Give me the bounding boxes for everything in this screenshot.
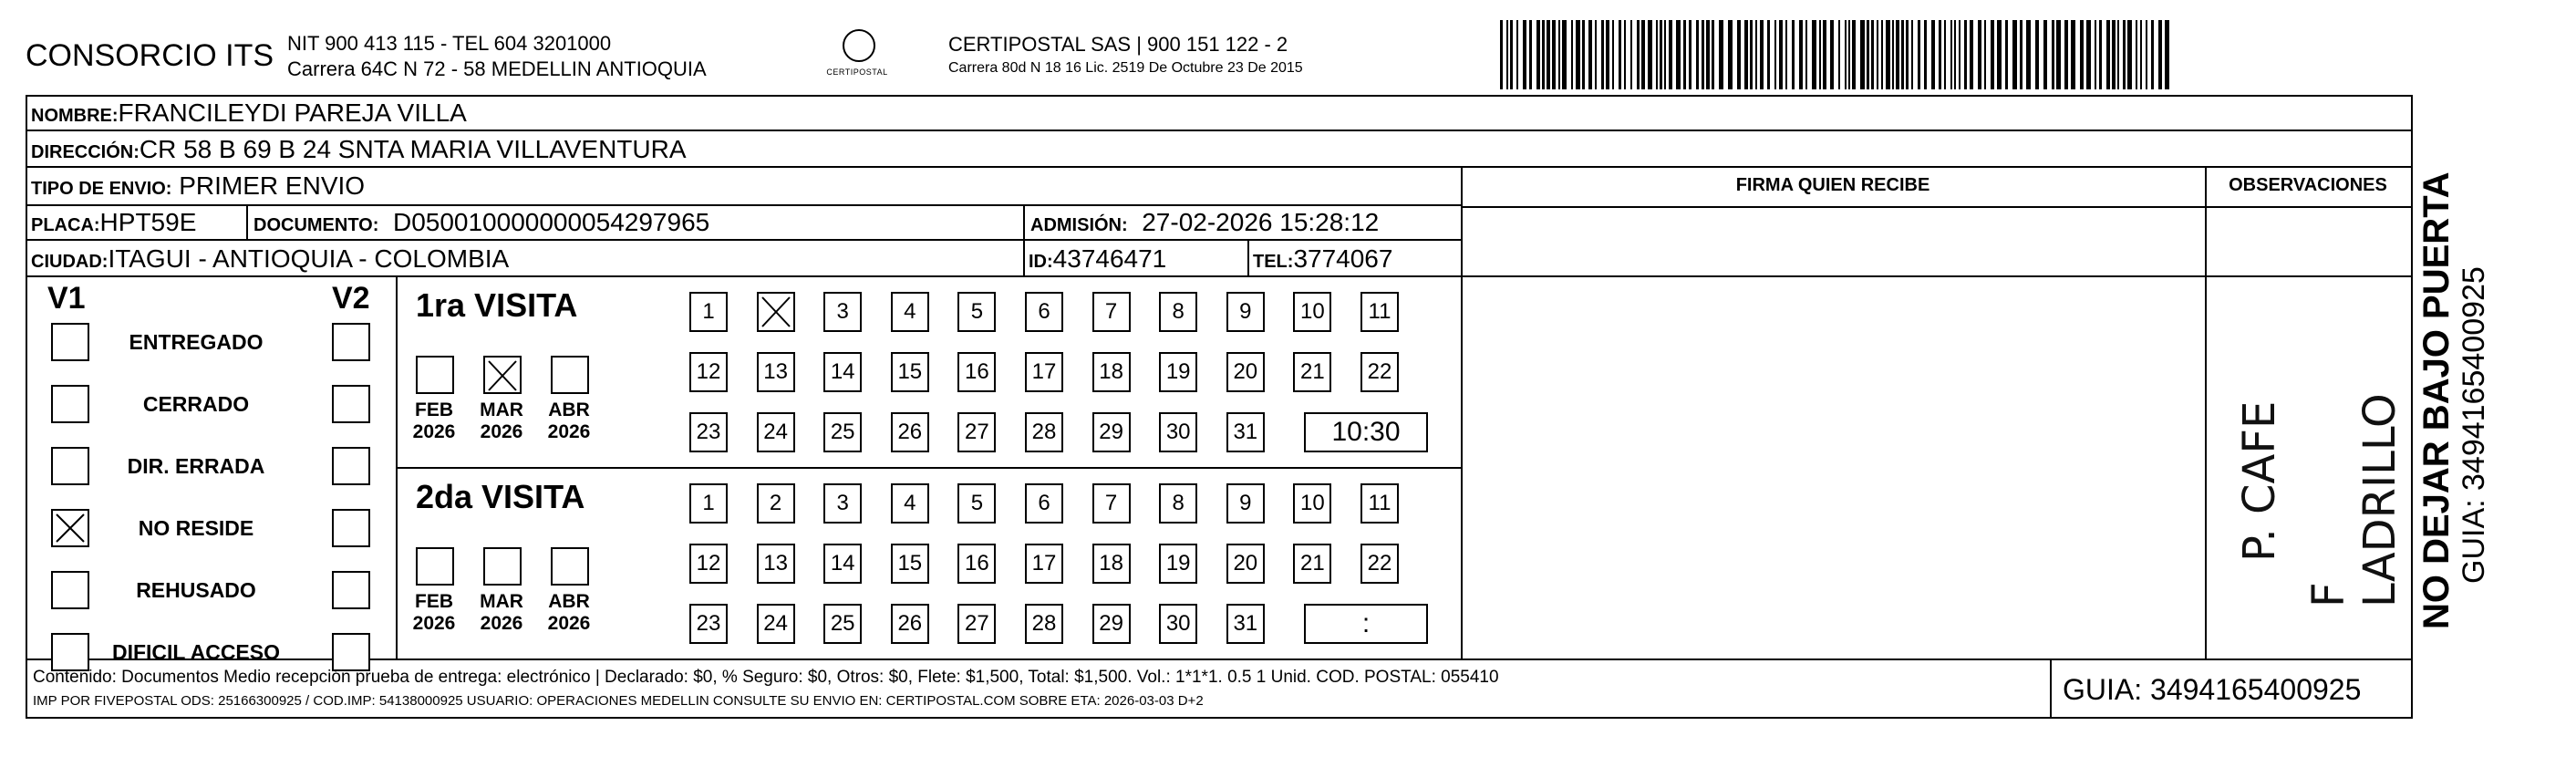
- tel-field: TEL:3774067: [1253, 244, 1393, 273]
- recipient-name: FRANCILEYDI PAREJA VILLA: [118, 99, 467, 127]
- barcode-bar: [1964, 20, 1967, 89]
- admission-field: ADMISIÓN: 27-02-2026 15:28:12: [1030, 208, 1380, 236]
- barcode-bar: [1954, 20, 1956, 89]
- day-box[interactable]: 10: [1293, 292, 1331, 332]
- barcode-bar: [1877, 20, 1878, 89]
- day-box[interactable]: 1: [689, 483, 728, 524]
- barcode-bar: [1536, 20, 1540, 89]
- license-line: Carrera 80d N 18 16 Lic. 2519 De Octubre 23 De 2015: [948, 60, 1303, 76]
- day-box[interactable]: 11: [1360, 483, 1399, 524]
- barcode-bar: [1848, 20, 1850, 89]
- day-box[interactable]: 12: [689, 544, 728, 584]
- observations-header: OBSERVACIONES: [2229, 175, 2387, 195]
- year-label: 2026: [547, 421, 591, 442]
- day-box[interactable]: 25: [823, 412, 862, 452]
- barcode-bar: [2012, 20, 2017, 89]
- barcode-bar: [1997, 20, 2002, 89]
- barcode-bar: [1881, 20, 1883, 89]
- day-box[interactable]: 21: [1293, 544, 1331, 584]
- city-value: ITAGUI - ANTIOQUIA - COLOMBIA: [108, 244, 510, 273]
- certipostal-logo: [821, 29, 894, 84]
- barcode-bar: [2056, 20, 2061, 89]
- visit-time-box[interactable]: :: [1304, 604, 1428, 644]
- barcode-bar: [1516, 20, 1518, 89]
- plate-value: HPT59E: [99, 208, 197, 236]
- barcode-bar: [1886, 20, 1890, 89]
- day-box[interactable]: 16: [957, 544, 996, 584]
- barcode-bar: [1896, 20, 1899, 89]
- barcode-bar: [1799, 20, 1803, 89]
- barcode-bar: [1630, 20, 1632, 89]
- barcode-bar: [1558, 20, 1560, 89]
- barcode-bar: [1805, 20, 1807, 89]
- document-value: D050010000000054297965: [392, 208, 710, 236]
- day-box[interactable]: 22: [1360, 352, 1399, 392]
- day-box[interactable]: 9: [1226, 483, 1265, 524]
- day-box[interactable]: 20: [1226, 352, 1265, 392]
- barcode-bar: [2071, 20, 2075, 89]
- barcode-bar: [1931, 20, 1935, 89]
- address-field: DIRECCIÓN:CR 58 B 69 B 24 SNTA MARIA VILLAVENTURA: [31, 135, 687, 163]
- v2-label: V2: [332, 281, 370, 316]
- day-box[interactable]: 1: [689, 292, 728, 332]
- barcode-bar: [2035, 20, 2039, 89]
- visit-time-box[interactable]: 10:30: [1304, 412, 1428, 452]
- side-notice: [2416, 171, 2491, 629]
- footer-print-info: IMP POR FIVEPOSTAL ODS: 25166300925 / COD.IMP: 54138000925 USUARIO: OPERACIONES MEDELLIN CONSULTE SU ENVIO EN: CERTIPOSTAL.COM SOBRE ETA: 2026-03-03 D+2: [33, 693, 1204, 709]
- barcode-bar: [2165, 20, 2169, 89]
- v2-checkbox[interactable]: [332, 571, 370, 609]
- day-box[interactable]: 28: [1025, 412, 1063, 452]
- day-box[interactable]: 17: [1025, 352, 1063, 392]
- barcode-bar: [1702, 20, 1704, 89]
- barcode-bar: [1728, 20, 1733, 89]
- side-guide-number: GUIA: 3494165400925: [2457, 266, 2491, 584]
- address-line: Carrera 64C N 72 - 58 MEDELLIN ANTIOQUIA: [287, 57, 707, 80]
- barcode-bar: [1991, 20, 1994, 89]
- id-field: ID:43746471: [1029, 244, 1167, 273]
- barcode-icon: [1500, 20, 2177, 89]
- day-box[interactable]: 23: [689, 604, 728, 644]
- day-box[interactable]: 4: [891, 483, 929, 524]
- barcode-bar: [1950, 20, 1952, 89]
- barcode-bar: [2052, 20, 2054, 89]
- guide-number: GUIA: 3494165400925: [2063, 673, 2362, 706]
- day-box[interactable]: 18: [1092, 544, 1131, 584]
- barcode-bar: [1755, 20, 1757, 89]
- barcode-bar: [1683, 20, 1686, 89]
- day-box[interactable]: 7: [1092, 292, 1131, 332]
- day-box[interactable]: 26: [891, 412, 929, 452]
- barcode-bar: [1542, 20, 1545, 89]
- status-label: REHUSADO: [136, 578, 256, 602]
- barcode-bar: [1760, 20, 1764, 89]
- tel-value: 3774067: [1293, 244, 1393, 273]
- barcode-bar: [1523, 20, 1526, 89]
- barcode-bar: [2117, 20, 2119, 89]
- barcode-bar: [2158, 20, 2162, 89]
- barcode-bar: [1970, 20, 1973, 89]
- barcode-bar: [2020, 20, 2023, 89]
- barcode-bar: [1838, 20, 1840, 89]
- company-name: CONSORCIO ITS: [26, 38, 274, 73]
- second-visit-title: 2da VISITA: [416, 478, 585, 515]
- footer-contents: Contenido: Documentos Medio recepción prueba de entrega: electrónico | Declarado: $0, % Seguro: $0, Otros: $0, Flete: $1,500, Total: $1,500. Vol.: 1*1*1. 0.5 1 Unid. COD. POSTAL: 055410: [33, 668, 1499, 687]
- status-label: NO RESIDE: [138, 516, 254, 540]
- barcode-bar: [1830, 20, 1834, 89]
- barcode-bar: [1918, 20, 1920, 89]
- barcode-bar: [1648, 20, 1652, 89]
- day-box[interactable]: 8: [1159, 292, 1197, 332]
- barcode-bar: [1624, 20, 1626, 89]
- barcode-bar: [1823, 20, 1826, 89]
- month-year-label: [542, 399, 596, 443]
- barcode-bar: [1750, 20, 1753, 89]
- barcode-bar: [1612, 20, 1614, 89]
- month-label: MAR: [480, 399, 523, 420]
- barcode-bar: [1595, 20, 1597, 89]
- admission-value: 27-02-2026 15:28:12: [1142, 208, 1380, 236]
- barcode-bar: [2112, 20, 2116, 89]
- barcode-bar: [2146, 20, 2147, 89]
- year-label: 2026: [547, 613, 591, 634]
- barcode-bar: [2095, 20, 2096, 89]
- barcode-bar: [1812, 20, 1816, 89]
- day-box[interactable]: 3: [823, 483, 862, 524]
- year-label: 2026: [412, 613, 456, 634]
- v2-checkbox[interactable]: [332, 385, 370, 423]
- barcode-bar: [1959, 20, 1960, 89]
- day-box[interactable]: 9: [1226, 292, 1265, 332]
- v2-checkbox[interactable]: [332, 323, 370, 361]
- observation-handwriting-2: F LADRILLO: [2303, 393, 2405, 607]
- barcode-bar: [1669, 20, 1672, 89]
- barcode-bar: [1582, 20, 1585, 89]
- day-box[interactable]: 21: [1293, 352, 1331, 392]
- day-box[interactable]: 6: [1025, 292, 1063, 332]
- nit-line: NIT 900 413 115 - TEL 604 3201000: [287, 32, 612, 55]
- barcode-bar: [1901, 20, 1904, 89]
- day-box[interactable]: 6: [1025, 483, 1063, 524]
- barcode-bar: [1860, 20, 1865, 89]
- month-year-label: [407, 591, 461, 635]
- barcode-bar: [2043, 20, 2047, 89]
- day-box[interactable]: 5: [957, 483, 996, 524]
- year-label: 2026: [412, 421, 456, 442]
- month-label: ABR: [548, 399, 590, 420]
- barcode-bar: [1696, 20, 1699, 89]
- v1-checkbox[interactable]: [51, 633, 89, 671]
- barcode-bar: [1676, 20, 1681, 89]
- month-checkbox[interactable]: [416, 547, 454, 586]
- barcode-bar: [1637, 20, 1640, 89]
- month-checkbox[interactable]: [551, 547, 589, 586]
- barcode-bar: [1689, 20, 1691, 89]
- month-checkbox[interactable]: [483, 547, 522, 586]
- barcode-bar: [1500, 20, 1503, 89]
- barcode-bar: [1845, 20, 1847, 89]
- day-box[interactable]: 15: [891, 544, 929, 584]
- day-box[interactable]: 13: [757, 544, 795, 584]
- day-box[interactable]: 29: [1092, 604, 1131, 644]
- barcode-bar: [1571, 20, 1573, 89]
- barcode-bar: [1906, 20, 1909, 89]
- barcode-bar: [1767, 20, 1770, 89]
- day-box[interactable]: 13: [757, 352, 795, 392]
- day-box[interactable]: 25: [823, 604, 862, 644]
- day-box[interactable]: 3: [823, 292, 862, 332]
- day-box[interactable]: 16: [957, 352, 996, 392]
- day-box[interactable]: 19: [1159, 544, 1197, 584]
- barcode-bar: [1706, 20, 1710, 89]
- barcode-bar: [2064, 20, 2068, 89]
- day-box[interactable]: 24: [757, 604, 795, 644]
- month-label: FEB: [415, 591, 453, 612]
- barcode-bar: [1547, 20, 1550, 89]
- barcode-bar: [1619, 20, 1621, 89]
- certipostal-line: CERTIPOSTAL SAS | 900 151 122 - 2: [948, 33, 1288, 56]
- document-field: DOCUMENTO: D050010000000054297965: [253, 208, 710, 236]
- barcode-bar: [1871, 20, 1874, 89]
- barcode-bar: [2140, 20, 2142, 89]
- name-field: NOMBRE:FRANCILEYDI PAREJA VILLA: [31, 99, 467, 127]
- barcode-bar: [1744, 20, 1748, 89]
- barcode-bar: [2127, 20, 2132, 89]
- day-box[interactable]: 30: [1159, 412, 1197, 452]
- barcode-bar: [1576, 20, 1580, 89]
- month-checkbox[interactable]: [551, 356, 589, 394]
- year-label: 2026: [480, 421, 523, 442]
- barcode-bar: [2080, 20, 2084, 89]
- day-box[interactable]: 11: [1360, 292, 1399, 332]
- day-box[interactable]: 31: [1226, 604, 1265, 644]
- barcode-bar: [1785, 20, 1787, 89]
- day-box[interactable]: 30: [1159, 604, 1197, 644]
- day-box[interactable]: 14: [823, 352, 862, 392]
- barcode-bar: [1641, 20, 1645, 89]
- observation-handwriting-1: P. CAFE: [2234, 400, 2285, 562]
- barcode-bar: [1606, 20, 1609, 89]
- barcode-bar: [1506, 20, 1508, 89]
- first-visit-title: 1ra VISITA: [416, 286, 578, 324]
- barcode-bar: [1588, 20, 1592, 89]
- recipient-address: CR 58 B 69 B 24 SNTA MARIA VILLAVENTURA: [139, 135, 687, 163]
- day-box[interactable]: 28: [1025, 604, 1063, 644]
- logo-icon: [843, 29, 875, 62]
- barcode-bar: [1984, 20, 1986, 89]
- v1-checkbox[interactable]: [51, 509, 89, 547]
- barcode-bar: [2099, 20, 2102, 89]
- barcode-bar: [2086, 20, 2091, 89]
- barcode-bar: [1819, 20, 1821, 89]
- barcode-bar: [1719, 20, 1723, 89]
- barcode-bar: [1712, 20, 1714, 89]
- v2-checkbox[interactable]: [332, 509, 370, 547]
- barcode-bar: [1552, 20, 1556, 89]
- month-label: MAR: [480, 591, 523, 612]
- barcode-bar: [2106, 20, 2110, 89]
- day-box[interactable]: 2: [757, 483, 795, 524]
- year-label: 2026: [480, 613, 523, 634]
- status-label: ENTREGADO: [129, 330, 264, 354]
- barcode-bar: [1867, 20, 1869, 89]
- barcode-bar: [1939, 20, 1941, 89]
- barcode-bar: [2151, 20, 2154, 89]
- v1-checkbox[interactable]: [51, 323, 89, 361]
- signature-header: FIRMA QUIEN RECIBE: [1735, 175, 1930, 195]
- day-box[interactable]: 12: [689, 352, 728, 392]
- v1-checkbox[interactable]: [51, 571, 89, 609]
- barcode-bar: [1562, 20, 1567, 89]
- day-box[interactable]: [757, 292, 795, 332]
- v1-checkbox[interactable]: [51, 385, 89, 423]
- barcode-bar: [1944, 20, 1946, 89]
- day-box[interactable]: 19: [1159, 352, 1197, 392]
- barcode-bar: [2136, 20, 2137, 89]
- day-box[interactable]: 15: [891, 352, 929, 392]
- day-box[interactable]: 5: [957, 292, 996, 332]
- barcode-bar: [1852, 20, 1856, 89]
- id-value: 43746471: [1052, 244, 1167, 273]
- do-not-leave-under-door: NO DEJAR BAJO PUERTA: [2416, 171, 2457, 629]
- month-year-label: [407, 399, 461, 443]
- month-year-label: [474, 591, 529, 635]
- v2-checkbox[interactable]: [332, 633, 370, 671]
- shipping-form: [26, 95, 2413, 719]
- month-label: FEB: [415, 399, 453, 420]
- city-field: CIUDAD:ITAGUI - ANTIOQUIA - COLOMBIA: [31, 244, 510, 273]
- barcode-bar: [1911, 20, 1913, 89]
- status-label: DIR. ERRADA: [127, 454, 265, 478]
- day-box[interactable]: 27: [957, 412, 996, 452]
- day-box[interactable]: 29: [1092, 412, 1131, 452]
- barcode-bar: [1774, 20, 1776, 89]
- day-box[interactable]: 26: [891, 604, 929, 644]
- day-box[interactable]: 18: [1092, 352, 1131, 392]
- barcode-bar: [1779, 20, 1783, 89]
- certipostal-info: [948, 33, 1303, 80]
- barcode-bar: [1529, 20, 1532, 89]
- day-box[interactable]: 24: [757, 412, 795, 452]
- barcode-bar: [1737, 20, 1741, 89]
- v2-checkbox[interactable]: [332, 447, 370, 485]
- day-box[interactable]: 31: [1226, 412, 1265, 452]
- month-checkbox[interactable]: [416, 356, 454, 394]
- v1-label: V1: [47, 281, 86, 316]
- day-box[interactable]: 22: [1360, 544, 1399, 584]
- barcode-bar: [2026, 20, 2031, 89]
- barcode-bar: [1924, 20, 1927, 89]
- company-info: [287, 31, 707, 82]
- day-box[interactable]: 23: [689, 412, 728, 452]
- logo-text: CERTIPOSTAL: [826, 67, 888, 77]
- barcode-bar: [1664, 20, 1666, 89]
- status-label: DIFICIL ACCESO: [111, 640, 280, 664]
- barcode-bar: [1656, 20, 1658, 89]
- barcode-bar: [1978, 20, 1981, 89]
- barcode-bar: [1601, 20, 1604, 89]
- day-box[interactable]: 7: [1092, 483, 1131, 524]
- day-box[interactable]: 17: [1025, 544, 1063, 584]
- day-box[interactable]: 14: [823, 544, 862, 584]
- day-box[interactable]: 8: [1159, 483, 1197, 524]
- plate-field: PLACA:HPT59E: [31, 208, 197, 236]
- barcode-bar: [1510, 20, 1513, 89]
- status-label: CERRADO: [142, 392, 250, 416]
- day-box[interactable]: 10: [1293, 483, 1331, 524]
- barcode-bar: [2123, 20, 2126, 89]
- barcode-bar: [1792, 20, 1795, 89]
- v1-checkbox[interactable]: [51, 447, 89, 485]
- month-year-label: [474, 399, 529, 443]
- barcode-bar: [1892, 20, 1894, 89]
- barcode-bar: [1660, 20, 1662, 89]
- day-box[interactable]: 4: [891, 292, 929, 332]
- day-box[interactable]: 27: [957, 604, 996, 644]
- shipment-type: PRIMER ENVIO: [179, 171, 366, 200]
- barcode-bar: [2005, 20, 2008, 89]
- month-checkbox[interactable]: [483, 356, 522, 394]
- month-year-label: [542, 591, 596, 635]
- month-label: ABR: [548, 591, 590, 612]
- day-box[interactable]: 20: [1226, 544, 1265, 584]
- shipment-type-field: TIPO DE ENVIO: PRIMER ENVIO: [31, 171, 366, 200]
